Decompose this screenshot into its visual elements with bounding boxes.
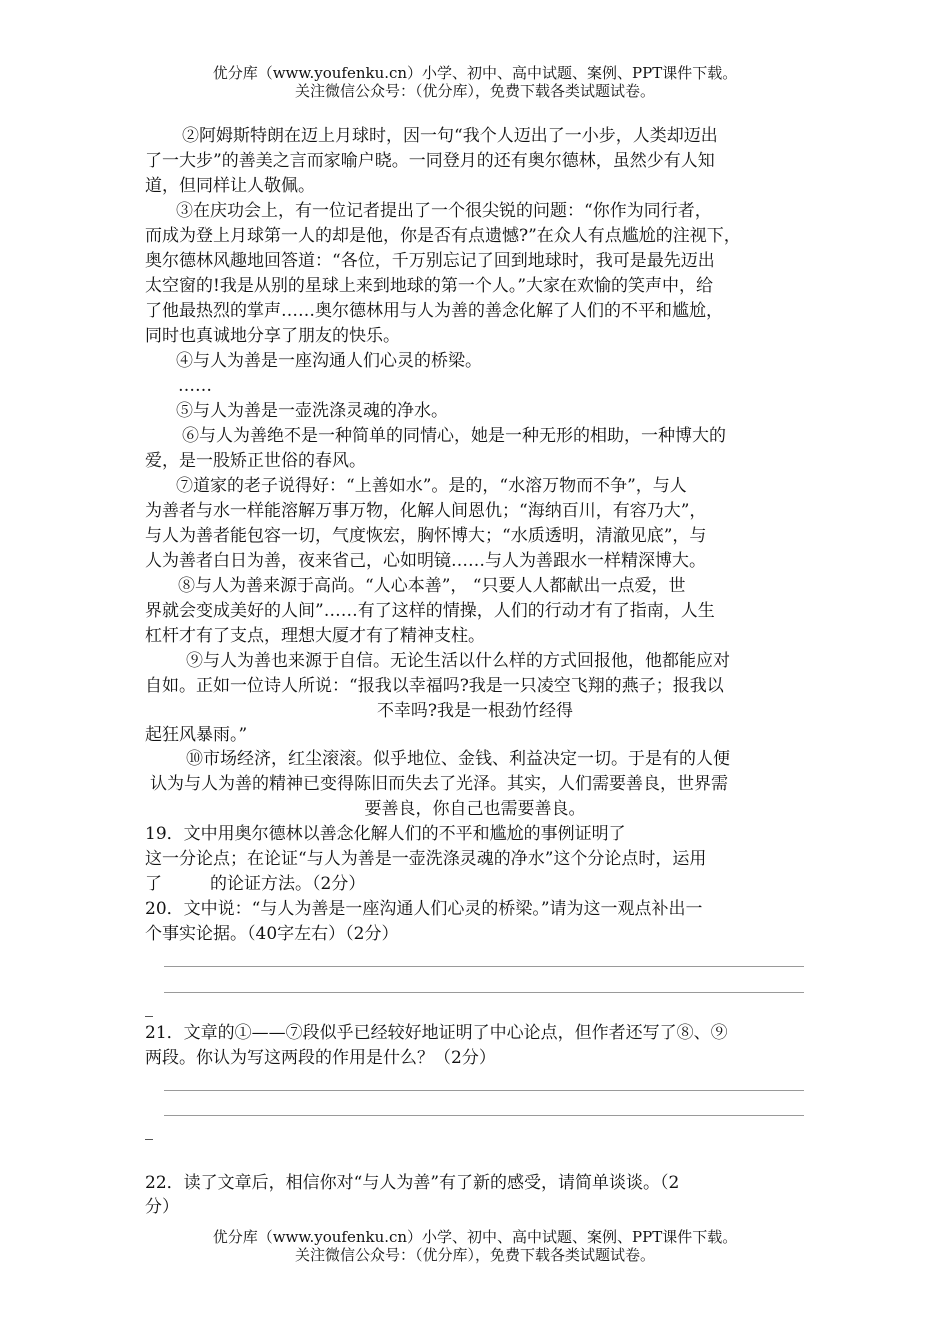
para-3-line-3: 奥尔德林风趣地回答道：“各位，千万别忘记了回到地球时，我可是最先迈出	[145, 251, 715, 271]
para-7-line-2: 为善者与水一样能溶解万事万物，化解人间恩仇；“海纳百川，有容乃大”，	[145, 501, 707, 521]
para-8-line-2: 界就会变成美好的人间”……有了这样的情操，人们的行动才有了指南，人生	[145, 601, 715, 621]
para-9-line-1: ⑨与人为善也来源于自信。无论生活以什么样的方式回报他，他都能应对	[186, 651, 730, 671]
para-6-line-1: ⑥与人为善绝不是一种简单的同情心，她是一种无形的相助，一种博大的	[182, 426, 726, 446]
para-9-line-2: 自如。正如一位诗人所说：“报我以幸福吗?我是一只凌空飞翔的燕子；报我以	[145, 676, 724, 696]
answer-line-21-1[interactable]	[164, 1090, 804, 1091]
question-22-line-1: 22．读了文章后，相信你对“与人为善”有了新的感受，请简单谈谈。（2	[145, 1173, 680, 1193]
answer-line-20-end	[145, 1016, 153, 1017]
para-5: ⑤与人为善是一壶洗涤灵魂的净水。	[176, 401, 448, 421]
para-8-line-1: ⑧与人为善来源于高尚。“人心本善”， “只要人人都献出一点爱，世	[178, 576, 686, 596]
question-20-line-1: 20．文中说：“与人为善是一座沟通人们心灵的桥梁。”请为这一观点补出一	[145, 899, 703, 919]
question-21-line-1: 21．文章的①——⑦段似乎已经较好地证明了中心论点，但作者还写了⑧、⑨	[145, 1023, 728, 1043]
para-3-line-1: ③在庆功会上，有一位记者提出了一个很尖锐的问题：“你作为同行者，	[176, 201, 712, 221]
para-3-line-6: 同时也真诚地分享了朋友的快乐。	[145, 326, 400, 346]
question-20-line-2: 个事实论据。（40字左右）（2分）	[145, 924, 399, 944]
answer-line-20-2[interactable]	[164, 992, 804, 993]
question-21-line-2: 两段。你认为写这两段的作用是什么？（2分）	[145, 1048, 496, 1068]
question-19-line-2: 这一分论点；在论证“与人为善是一壶洗涤灵魂的净水”这个分论点时，运用	[145, 849, 707, 869]
footer-line-2: 关注微信公众号：（优分库），免费下载各类试题试卷。	[294, 1246, 655, 1264]
answer-line-21-2[interactable]	[164, 1115, 804, 1116]
ellipsis: ……	[178, 376, 212, 396]
para-2-line-2: 了一大步”的善美之言而家喻户晓。一同登月的还有奥尔德林，虽然少有人知	[145, 151, 715, 171]
question-19-line-1: 19．文中用奥尔德林以善念化解人们的不平和尴尬的事例证明了	[145, 824, 626, 844]
para-2-line-3: 道，但同样让人敬佩。	[145, 176, 315, 196]
question-19-text-a: 了	[145, 874, 162, 894]
para-10-line-2: 认为与人为善的精神已变得陈旧而失去了光泽。其实，人们需要善良，世界需	[150, 774, 728, 794]
question-22-line-2: 分）	[145, 1197, 179, 1217]
question-19-line-3	[145, 873, 365, 895]
header-line-1: 优分库（www.youfenku.cn）小学、初中、高中试题、案例、PPT课件下载。	[212, 64, 738, 82]
para-10-line-1: ⑩市场经济，红尘滚滚。似乎地位、金钱、利益决定一切。于是有的人便	[186, 749, 730, 769]
para-2-line-1: ②阿姆斯特朗在迈上月球时，因一句“我个人迈出了一小步，人类却迈出	[182, 126, 718, 146]
para-6-line-2: 爱，是一股矫正世俗的春风。	[145, 451, 366, 471]
para-7-line-4: 人为善者白日为善，夜来省己，心如明镜……与人为善跟水一样精深博大。	[145, 551, 706, 571]
para-7-line-1: ⑦道家的老子说得好：“上善如水”。是的，“水溶万物而不争”，与人	[176, 476, 687, 496]
para-3-line-2: 而成为登上月球第一人的却是他，你是否有点遗憾?”在众人有点尴尬的注视下，	[145, 226, 741, 246]
para-10-line-3: 要善良，你自己也需要善良。	[364, 799, 586, 819]
page-header	[0, 64, 950, 100]
page-footer	[0, 1228, 950, 1264]
para-9-line-3: 不幸吗?我是一根劲竹经得	[376, 701, 574, 721]
para-4: ④与人为善是一座沟通人们心灵的桥梁。	[176, 351, 482, 371]
answer-line-20-1[interactable]	[164, 966, 804, 967]
para-3-line-4: 太空窗的!我是从别的星球上来到地球的第一个人。”大家在欢愉的笑声中，给	[145, 276, 714, 296]
para-7-line-3: 与人为善者能包容一切，气度恢宏，胸怀博大；“水质透明，清澈见底”，与	[145, 526, 707, 546]
para-9-line-4: 起狂风暴雨。”	[145, 725, 248, 745]
question-19-text-b: 的论证方法。（2分）	[210, 874, 366, 894]
answer-line-21-end	[145, 1139, 153, 1140]
header-line-2: 关注微信公众号：（优分库），免费下载各类试题试卷。	[294, 82, 655, 100]
para-3-line-5: 了他最热烈的掌声……奥尔德林用与人为善的善念化解了人们的不平和尴尬，	[145, 301, 723, 321]
footer-line-1: 优分库（www.youfenku.cn）小学、初中、高中试题、案例、PPT课件下载。	[212, 1228, 738, 1246]
para-8-line-3: 杠杆才有了支点，理想大厦才有了精神支柱。	[145, 626, 485, 646]
